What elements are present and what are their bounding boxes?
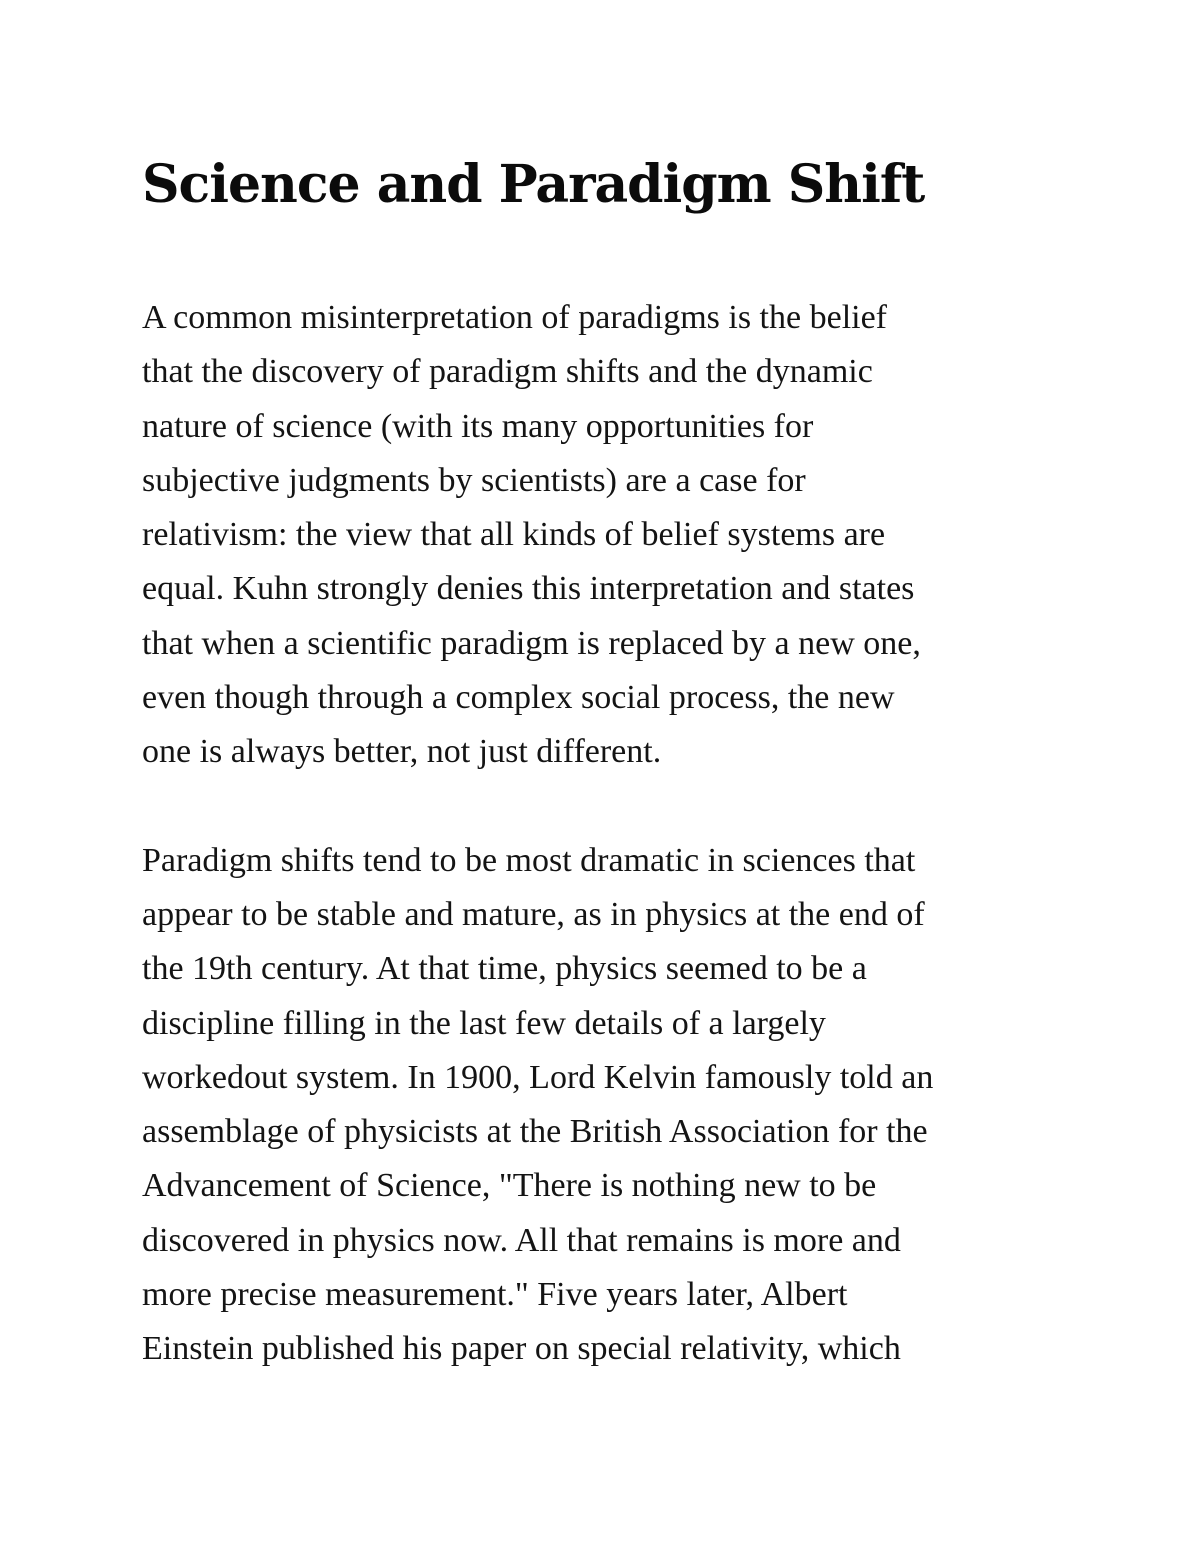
paragraph-line: equal. Kuhn strongly denies this interpretation and states <box>142 570 915 608</box>
document-content <box>142 150 1072 1377</box>
page-title: Science and Paradigm Shift <box>142 154 925 215</box>
paragraph-line: appear to be stable and mature, as in physics at the end of <box>142 895 925 933</box>
paragraph-line: more precise measurement." Five years later, Albert <box>142 1276 848 1314</box>
paragraph-line: one is always better, not just different. <box>142 733 662 771</box>
paragraph-line: workedout system. In 1900, Lord Kelvin famously told an <box>142 1058 934 1096</box>
paragraph-line: that the discovery of paradigm shifts and the dynamic <box>142 353 873 391</box>
paragraph-line: Paradigm shifts tend to be most dramatic in sciences that <box>142 841 916 879</box>
paragraph-1 <box>142 291 1072 780</box>
paragraph-line: even though through a complex social process, the new <box>142 679 895 717</box>
paragraph-line: Advancement of Science, "There is nothing new to be <box>142 1167 877 1205</box>
paragraph-line: subjective judgments by scientists) are a case for <box>142 461 806 499</box>
paragraph-line: nature of science (with its many opportunities for <box>142 407 814 445</box>
paragraph-line: discipline filling in the last few details of a largely <box>142 1004 826 1042</box>
paragraph-line: Einstein published his paper on special relativity, which <box>142 1330 901 1368</box>
paragraph-line: discovered in physics now. All that remains is more and <box>142 1221 901 1259</box>
paragraph-line: the 19th century. At that time, physics seemed to be a <box>142 950 867 988</box>
paragraph-2 <box>142 834 1072 1377</box>
paragraph-line: assemblage of physicists at the British Association for the <box>142 1113 928 1151</box>
paragraph-line: A common misinterpretation of paradigms is the belief <box>142 299 887 336</box>
paragraph-line: relativism: the view that all kinds of belief systems are <box>142 516 886 554</box>
paragraph-line: that when a scientific paradigm is replaced by a new one, <box>142 624 921 662</box>
